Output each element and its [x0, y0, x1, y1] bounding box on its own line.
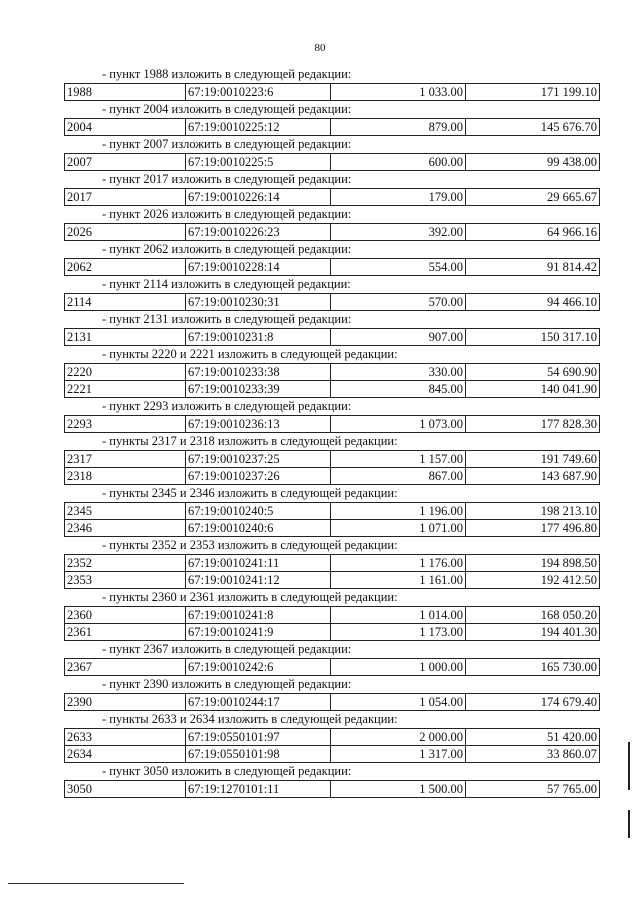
- value-cell: 177 828.30: [466, 416, 600, 433]
- amendment-heading: - пункт 2026 изложить в следующей редакции:: [102, 207, 352, 221]
- area-cell: 554.00: [331, 259, 466, 276]
- value-cell: 99 438.00: [466, 154, 600, 171]
- item-number-cell: 2633: [65, 729, 186, 746]
- item-number-cell: 2221: [65, 381, 186, 398]
- area-cell: 1 054.00: [331, 694, 466, 711]
- cadastral-number-cell: 67:19:0010236:13: [186, 416, 331, 433]
- cadastral-number-cell: 67:19:0550101:98: [186, 746, 331, 763]
- item-number-cell: 2318: [65, 468, 186, 485]
- area-cell: 1 176.00: [331, 555, 466, 572]
- item-number-cell: 2634: [65, 746, 186, 763]
- item-number-cell: 2004: [65, 119, 186, 136]
- area-cell: 600.00: [331, 154, 466, 171]
- area-cell: 570.00: [331, 294, 466, 311]
- table-row: [65, 729, 600, 746]
- item-number-cell: 3050: [65, 781, 186, 798]
- footnote-separator-line: [8, 883, 184, 884]
- area-cell: 1 014.00: [331, 607, 466, 624]
- cadastral-number-cell: 67:19:0010228:14: [186, 259, 331, 276]
- area-cell: 845.00: [331, 381, 466, 398]
- value-cell: 145 676.70: [466, 119, 600, 136]
- item-number-cell: 2007: [65, 154, 186, 171]
- cadastral-number-cell: 67:19:0010241:9: [186, 624, 331, 641]
- area-cell: 1 161.00: [331, 572, 466, 589]
- cadastral-number-cell: 67:19:0010240:6: [186, 520, 331, 537]
- amendment-heading: - пункт 3050 изложить в следующей редакции:: [102, 764, 352, 778]
- item-number-cell: 2317: [65, 451, 186, 468]
- amendment-table: [64, 188, 600, 206]
- cadastral-number-cell: 67:19:0010237:25: [186, 451, 331, 468]
- scan-edge-mark: [628, 810, 630, 838]
- cadastral-number-cell: 67:19:0010241:11: [186, 555, 331, 572]
- table-row: [65, 364, 600, 381]
- amendment-table: [64, 658, 600, 676]
- item-number-cell: 2346: [65, 520, 186, 537]
- amendment-table: [64, 780, 600, 798]
- amendment-heading: - пункт 2114 изложить в следующей редакции:: [102, 277, 351, 291]
- amendment-heading: - пункт 2007 изложить в следующей редакции:: [102, 137, 352, 151]
- cadastral-number-cell: 67:19:0010240:5: [186, 503, 331, 520]
- document-body: [64, 66, 600, 798]
- table-row: [65, 294, 600, 311]
- table-row: [65, 694, 600, 711]
- table-row: [65, 781, 600, 798]
- item-number-cell: 2390: [65, 694, 186, 711]
- item-number-cell: 2353: [65, 572, 186, 589]
- amendment-table: [64, 258, 600, 276]
- amendment-table: [64, 554, 600, 589]
- amendment-heading: - пункты 2352 и 2353 изложить в следующей редакции:: [102, 538, 398, 552]
- amendment-heading: - пункт 2004 изложить в следующей редакции:: [102, 102, 352, 116]
- amendment-heading: - пункты 2220 и 2221 изложить в следующей редакции:: [102, 347, 398, 361]
- table-row: [65, 189, 600, 206]
- item-number-cell: 2361: [65, 624, 186, 641]
- cadastral-number-cell: 67:19:0010223:6: [186, 84, 331, 101]
- cadastral-number-cell: 67:19:0010231:8: [186, 329, 331, 346]
- table-row: [65, 572, 600, 589]
- value-cell: 94 466.10: [466, 294, 600, 311]
- amendment-heading: - пункт 2131 изложить в следующей редакции:: [102, 312, 352, 326]
- amendment-table: [64, 328, 600, 346]
- area-cell: 1 317.00: [331, 746, 466, 763]
- value-cell: 165 730.00: [466, 659, 600, 676]
- amendment-table: [64, 693, 600, 711]
- table-row: [65, 259, 600, 276]
- area-cell: 867.00: [331, 468, 466, 485]
- area-cell: 1 157.00: [331, 451, 466, 468]
- amendment-heading: - пункт 2367 изложить в следующей редакции:: [102, 642, 352, 656]
- amendment-heading: - пункт 2017 изложить в следующей редакции:: [102, 172, 352, 186]
- value-cell: 194 401.30: [466, 624, 600, 641]
- amendment-heading: - пункты 2360 и 2361 изложить в следующей редакции:: [102, 590, 398, 604]
- item-number-cell: 2345: [65, 503, 186, 520]
- amendment-heading: - пункт 2293 изложить в следующей редакции:: [102, 399, 352, 413]
- cadastral-number-cell: 67:19:0010241:12: [186, 572, 331, 589]
- amendment-table: [64, 450, 600, 485]
- item-number-cell: 2367: [65, 659, 186, 676]
- cadastral-number-cell: 67:19:0010233:38: [186, 364, 331, 381]
- amendment-table: [64, 415, 600, 433]
- item-number-cell: 2026: [65, 224, 186, 241]
- table-row: [65, 119, 600, 136]
- value-cell: 171 199.10: [466, 84, 600, 101]
- value-cell: 51 420.00: [466, 729, 600, 746]
- value-cell: 64 966.16: [466, 224, 600, 241]
- amendment-heading: - пункт 2062 изложить в следующей редакции:: [102, 242, 352, 256]
- amendment-table: [64, 118, 600, 136]
- value-cell: 194 898.50: [466, 555, 600, 572]
- value-cell: 168 050.20: [466, 607, 600, 624]
- table-row: [65, 84, 600, 101]
- table-row: [65, 381, 600, 398]
- item-number-cell: 2114: [65, 294, 186, 311]
- item-number-cell: 2131: [65, 329, 186, 346]
- amendment-table: [64, 363, 600, 398]
- area-cell: 1 196.00: [331, 503, 466, 520]
- table-row: [65, 224, 600, 241]
- area-cell: 179.00: [331, 189, 466, 206]
- cadastral-number-cell: 67:19:0010226:14: [186, 189, 331, 206]
- value-cell: 29 665.67: [466, 189, 600, 206]
- cadastral-number-cell: 67:19:0010225:5: [186, 154, 331, 171]
- area-cell: 392.00: [331, 224, 466, 241]
- amendment-heading: - пункт 2390 изложить в следующей редакции:: [102, 677, 352, 691]
- item-number-cell: 2220: [65, 364, 186, 381]
- scan-edge-mark: [628, 742, 630, 790]
- table-row: [65, 451, 600, 468]
- amendment-table: [64, 223, 600, 241]
- table-row: [65, 154, 600, 171]
- table-row: [65, 329, 600, 346]
- amendment-table: [64, 502, 600, 537]
- amendment-heading: - пункты 2345 и 2346 изложить в следующей редакции:: [102, 486, 398, 500]
- area-cell: 879.00: [331, 119, 466, 136]
- item-number-cell: 1988: [65, 84, 186, 101]
- area-cell: 1 000.00: [331, 659, 466, 676]
- amendment-table: [64, 606, 600, 641]
- table-row: [65, 468, 600, 485]
- amendment-heading: - пункты 2317 и 2318 изложить в следующей редакции:: [102, 434, 398, 448]
- amendment-heading: - пункты 2633 и 2634 изложить в следующей редакции:: [102, 712, 398, 726]
- value-cell: 33 860.07: [466, 746, 600, 763]
- area-cell: 907.00: [331, 329, 466, 346]
- cadastral-number-cell: 67:19:0010242:6: [186, 659, 331, 676]
- table-row: [65, 503, 600, 520]
- table-row: [65, 624, 600, 641]
- item-number-cell: 2352: [65, 555, 186, 572]
- table-row: [65, 520, 600, 537]
- cadastral-number-cell: 67:19:0010241:8: [186, 607, 331, 624]
- item-number-cell: 2062: [65, 259, 186, 276]
- amendment-table: [64, 728, 600, 763]
- table-row: [65, 555, 600, 572]
- table-row: [65, 746, 600, 763]
- value-cell: 54 690.90: [466, 364, 600, 381]
- cadastral-number-cell: 67:19:0010237:26: [186, 468, 331, 485]
- area-cell: 1 500.00: [331, 781, 466, 798]
- table-row: [65, 416, 600, 433]
- page-number: 80: [314, 42, 326, 54]
- item-number-cell: 2360: [65, 607, 186, 624]
- amendment-table: [64, 293, 600, 311]
- item-number-cell: 2293: [65, 416, 186, 433]
- value-cell: 192 412.50: [466, 572, 600, 589]
- area-cell: 330.00: [331, 364, 466, 381]
- value-cell: 177 496.80: [466, 520, 600, 537]
- value-cell: 140 041.90: [466, 381, 600, 398]
- cadastral-number-cell: 67:19:0010225:12: [186, 119, 331, 136]
- value-cell: 143 687.90: [466, 468, 600, 485]
- value-cell: 91 814.42: [466, 259, 600, 276]
- value-cell: 191 749.60: [466, 451, 600, 468]
- amendment-heading: - пункт 1988 изложить в следующей редакции:: [102, 67, 352, 81]
- table-row: [65, 659, 600, 676]
- cadastral-number-cell: 67:19:0550101:97: [186, 729, 331, 746]
- item-number-cell: 2017: [65, 189, 186, 206]
- cadastral-number-cell: 67:19:0010233:39: [186, 381, 331, 398]
- amendment-table: [64, 83, 600, 101]
- cadastral-number-cell: 67:19:0010226:23: [186, 224, 331, 241]
- value-cell: 174 679.40: [466, 694, 600, 711]
- table-row: [65, 607, 600, 624]
- area-cell: 1 033.00: [331, 84, 466, 101]
- cadastral-number-cell: 67:19:1270101:11: [186, 781, 331, 798]
- cadastral-number-cell: 67:19:0010244:17: [186, 694, 331, 711]
- area-cell: 2 000.00: [331, 729, 466, 746]
- area-cell: 1 071.00: [331, 520, 466, 537]
- area-cell: 1 173.00: [331, 624, 466, 641]
- value-cell: 57 765.00: [466, 781, 600, 798]
- value-cell: 150 317.10: [466, 329, 600, 346]
- area-cell: 1 073.00: [331, 416, 466, 433]
- cadastral-number-cell: 67:19:0010230:31: [186, 294, 331, 311]
- amendment-table: [64, 153, 600, 171]
- value-cell: 198 213.10: [466, 503, 600, 520]
